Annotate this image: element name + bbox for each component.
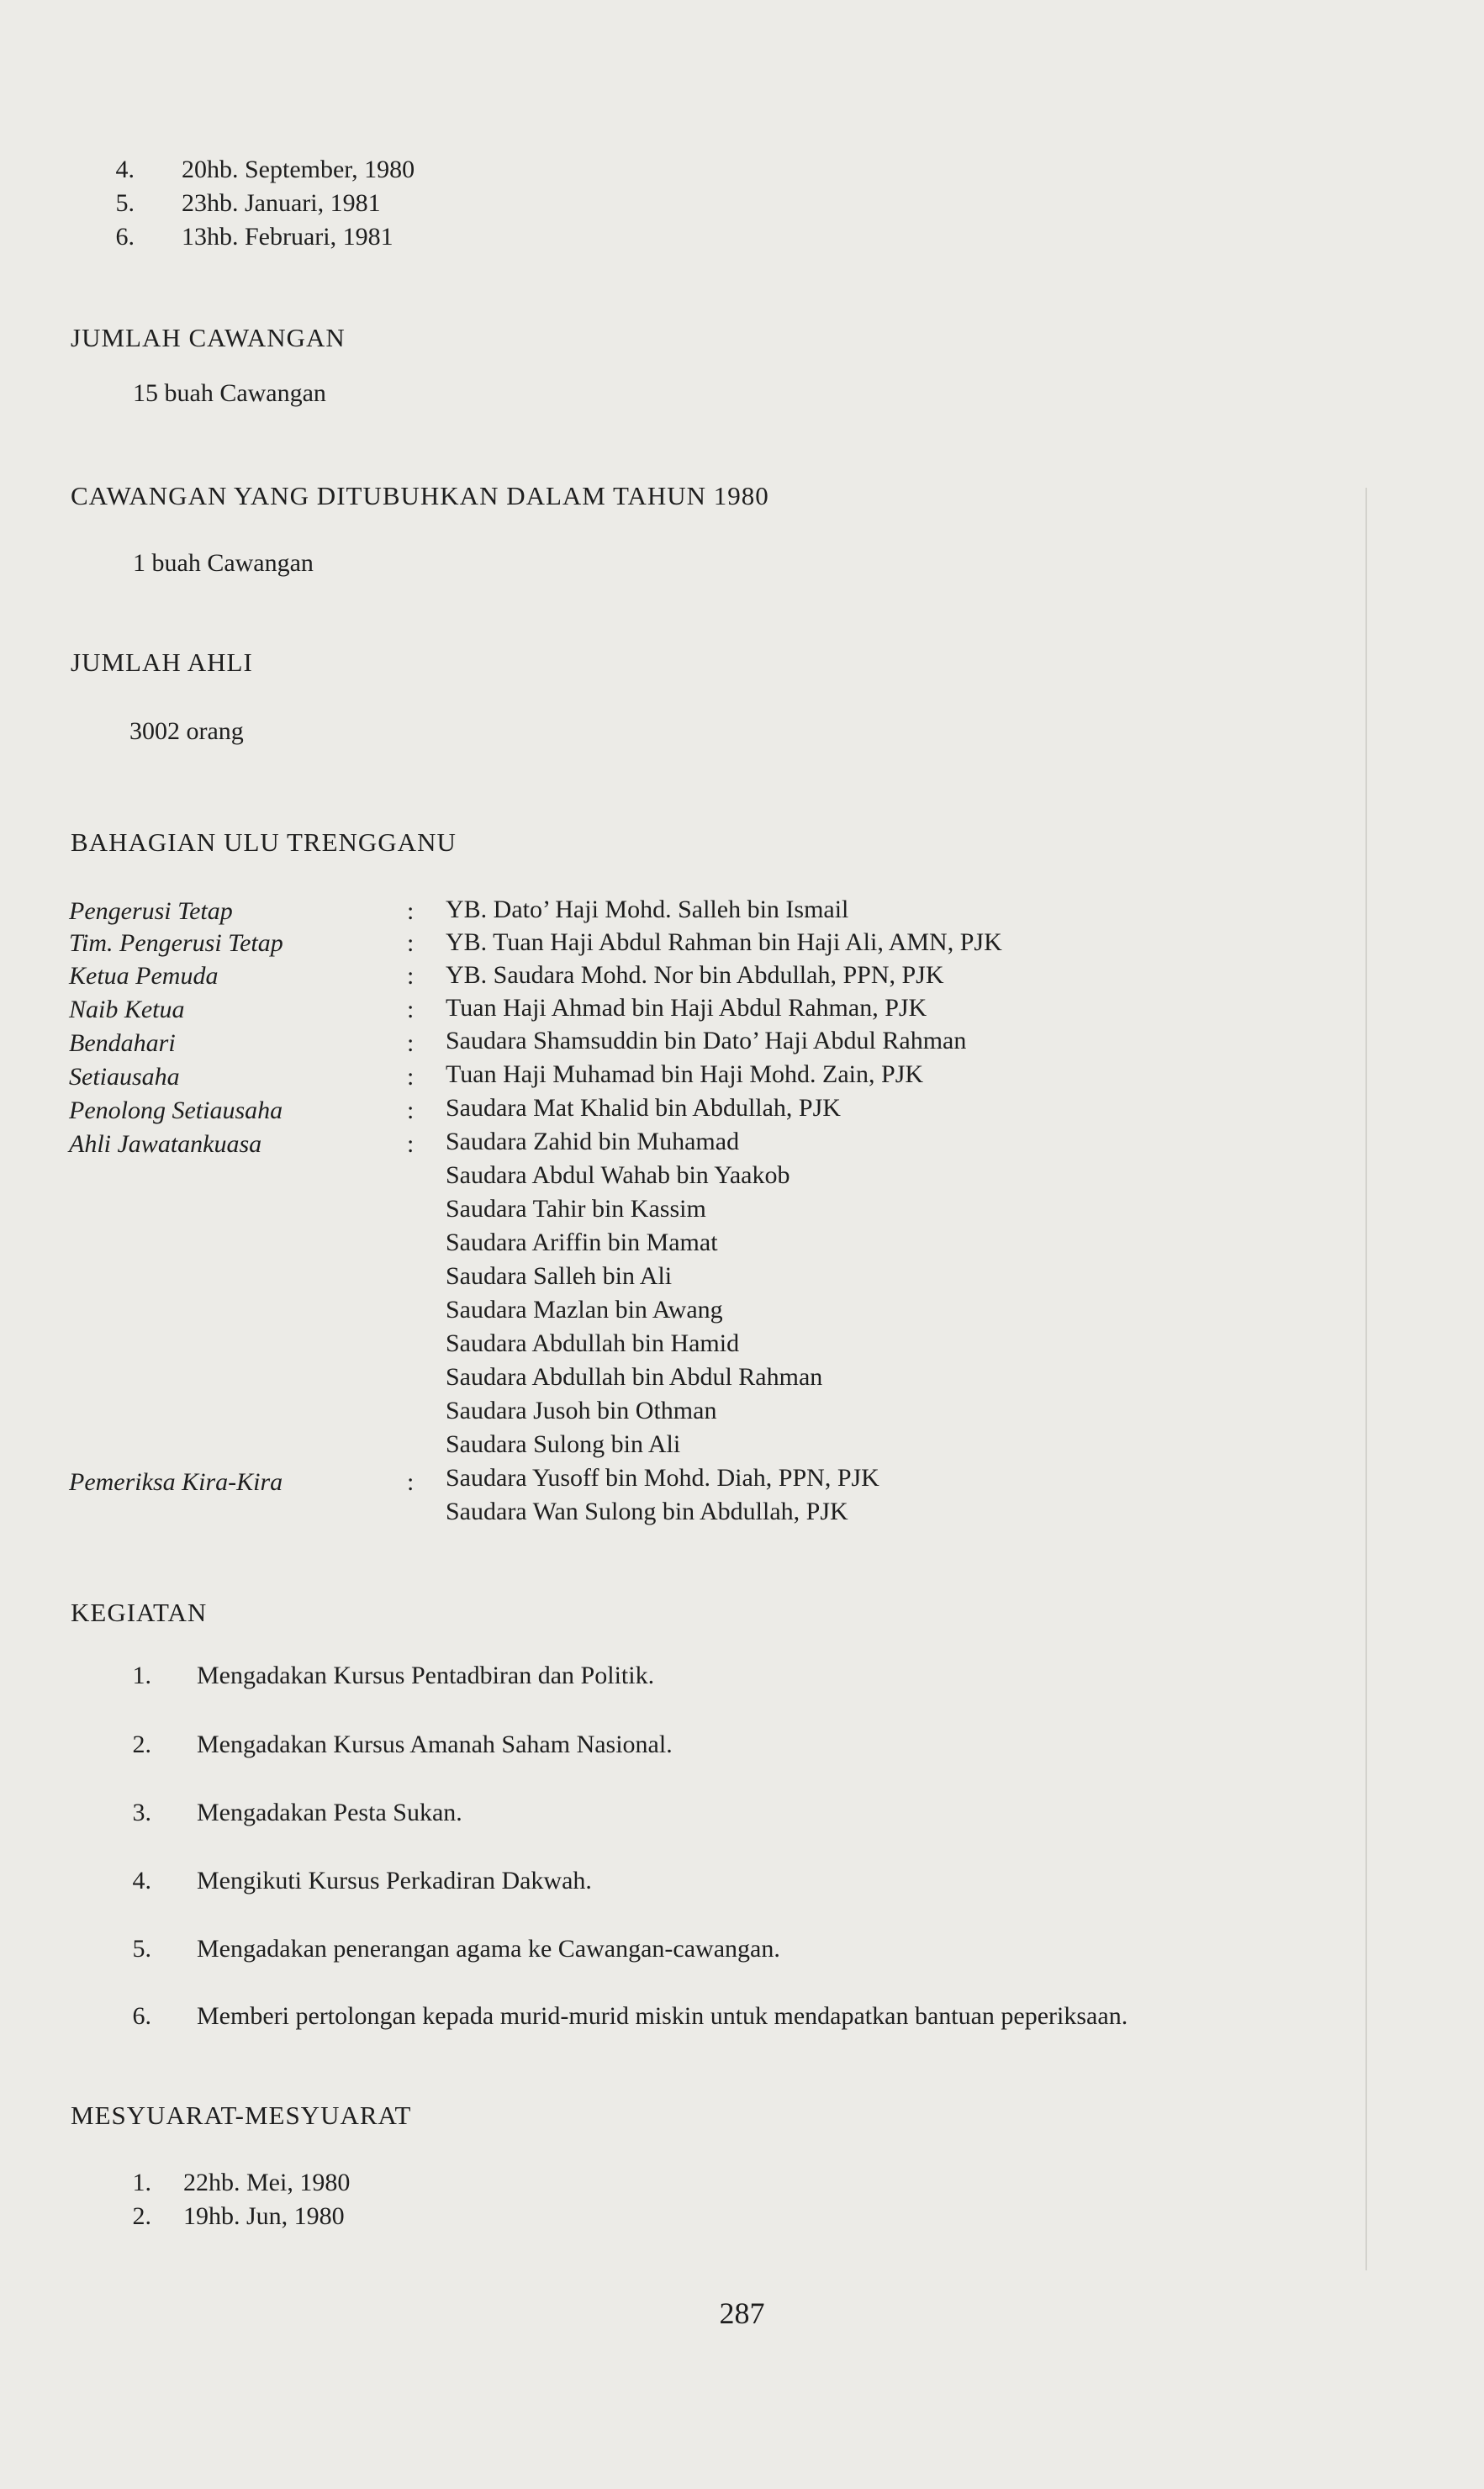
list-item: 2. Mengadakan Kursus Amanah Saham Nasional. xyxy=(132,1731,673,1758)
officer-name: Saudara Jusoh bin Othman xyxy=(446,1397,717,1424)
officer-role: Penolong Setiausaha xyxy=(69,1097,283,1124)
officer-colon: : xyxy=(407,996,415,1023)
officer-role: Pemeriksa Kira-Kira xyxy=(69,1468,283,1496)
officer-role: Ketua Pemuda xyxy=(69,962,219,990)
officer-name: Saudara Wan Sulong bin Abdullah, PJK xyxy=(446,1498,848,1525)
section-value: 1 buah Cawangan xyxy=(133,549,314,577)
section-heading: CAWANGAN YANG DITUBUHKAN DALAM TAHUN 1980 xyxy=(71,481,769,510)
section-value: 3002 orang xyxy=(129,717,244,745)
date-item: 4. 20hb. September, 1980 xyxy=(115,156,415,183)
list-item: 2. 19hb. Jun, 1980 xyxy=(132,2202,345,2230)
list-item: 5. Mengadakan penerangan agama ke Cawangan-cawangan. xyxy=(132,1935,780,1963)
officer-name: Saudara Salleh bin Ali xyxy=(446,1262,673,1290)
officer-name: Saudara Yusoff bin Mohd. Diah, PPN, PJK xyxy=(446,1464,879,1492)
officer-name: YB. Saudara Mohd. Nor bin Abdullah, PPN, PJK xyxy=(446,961,944,989)
officer-colon: : xyxy=(407,1468,415,1496)
officer-name: Saudara Ariffin bin Mamat xyxy=(446,1229,718,1256)
officer-colon: : xyxy=(407,1063,415,1091)
section-heading: JUMLAH CAWANGAN xyxy=(71,323,346,352)
officer-name: Saudara Zahid bin Muhamad xyxy=(446,1128,740,1155)
list-item: 1. Mengadakan Kursus Pentadbiran dan Politik. xyxy=(132,1662,655,1689)
officer-name: YB. Tuan Haji Abdul Rahman bin Haji Ali, AMN, PJK xyxy=(446,928,1002,956)
officer-role: Tim. Pengerusi Tetap xyxy=(69,929,283,957)
officer-colon: : xyxy=(407,1130,415,1158)
officer-name: Saudara Abdullah bin Hamid xyxy=(446,1329,740,1357)
section-heading: KEGIATAN xyxy=(71,1598,208,1627)
officer-name: Saudara Sulong bin Ali xyxy=(446,1430,681,1458)
list-item: 1. 22hb. Mei, 1980 xyxy=(132,2169,351,2196)
officer-role: Setiausaha xyxy=(69,1063,180,1091)
list-item: 6. Memberi pertolongan kepada murid-murid miskin untuk mendapatkan bantuan peperiksaan. xyxy=(132,2002,1128,2030)
section-heading: BAHAGIAN ULU TRENGGANU xyxy=(71,827,457,857)
section-heading: MESYUARAT-MESYUARAT xyxy=(71,2101,412,2130)
officer-colon: : xyxy=(407,929,415,957)
officer-role: Bendahari xyxy=(69,1029,176,1057)
page-number: 287 xyxy=(719,2296,765,2330)
list-item: 3. Mengadakan Pesta Sukan. xyxy=(132,1799,462,1826)
section-heading: JUMLAH AHLI xyxy=(71,647,253,677)
section-value: 15 buah Cawangan xyxy=(133,379,326,407)
officer-role: Naib Ketua xyxy=(69,996,185,1023)
officer-name: YB. Dato’ Haji Mohd. Salleh bin Ismail xyxy=(446,896,849,923)
officer-name: Saudara Tahir bin Kassim xyxy=(446,1195,706,1223)
officer-name: Saudara Shamsuddin bin Dato’ Haji Abdul Rahman xyxy=(446,1027,967,1054)
officer-name: Tuan Haji Muhamad bin Haji Mohd. Zain, PJK xyxy=(446,1060,924,1088)
officer-name: Saudara Mat Khalid bin Abdullah, PJK xyxy=(446,1094,841,1122)
officer-role: Ahli Jawatankuasa xyxy=(69,1130,262,1158)
date-item: 6. 13hb. Februari, 1981 xyxy=(115,223,393,251)
officer-name: Saudara Abdullah bin Abdul Rahman xyxy=(446,1363,823,1391)
officer-colon: : xyxy=(407,1097,415,1124)
officer-role: Pengerusi Tetap xyxy=(69,897,233,925)
list-item: 4. Mengikuti Kursus Perkadiran Dakwah. xyxy=(132,1867,592,1894)
page-fold-line xyxy=(1365,488,1367,2270)
date-item: 5. 23hb. Januari, 1981 xyxy=(115,189,381,217)
officer-colon: : xyxy=(407,1029,415,1057)
officer-name: Saudara Abdul Wahab bin Yaakob xyxy=(446,1161,790,1189)
officer-name: Tuan Haji Ahmad bin Haji Abdul Rahman, PJK xyxy=(446,994,927,1022)
officer-colon: : xyxy=(407,897,415,925)
officer-name: Saudara Mazlan bin Awang xyxy=(446,1296,723,1324)
officer-colon: : xyxy=(407,962,415,990)
